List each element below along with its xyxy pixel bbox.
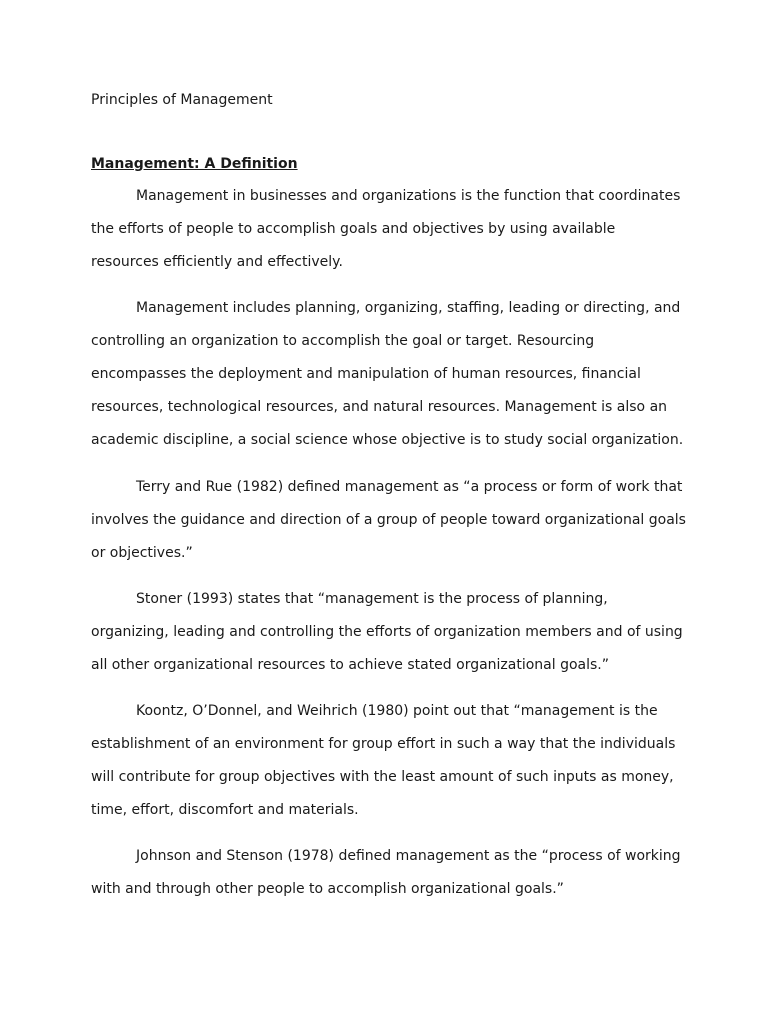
paragraph-line: Management includes planning, organizing, staffing, leading or directing, and: [136, 300, 681, 316]
paragraph-line: all other organizational resources to achieve stated organizational goals.”: [91, 657, 610, 673]
paragraph-johnson-stenson: [91, 840, 691, 906]
paragraph-line: resources efficiently and effectively.: [91, 254, 343, 270]
paragraph-line: academic discipline, a social science whose objective is to study social organization.: [91, 432, 684, 448]
paragraph-line: with and through other people to accomplish organizational goals.”: [91, 881, 564, 897]
paragraph-definition: [91, 180, 691, 279]
paragraph-functions: [91, 292, 691, 457]
paragraph-line: controlling an organization to accomplish the goal or target. Resourcing: [91, 333, 595, 349]
paragraph-line: Management in businesses and organizations is the function that coordinates: [136, 188, 681, 204]
paragraph-koontz: [91, 695, 691, 827]
paragraph-line: the efforts of people to accomplish goals and objectives by using available: [91, 221, 616, 237]
paragraph-line: resources, technological resources, and natural resources. Management is also an: [91, 399, 668, 415]
paragraph-stoner: [91, 583, 691, 682]
paragraph-line: Stoner (1993) states that “management is the process of planning,: [136, 591, 608, 607]
paragraph-line: time, effort, discomfort and materials.: [91, 802, 359, 818]
paragraph-line: Terry and Rue (1982) defined management as “a process or form of work that: [136, 479, 683, 495]
paragraph-line: or objectives.”: [91, 545, 193, 561]
paragraph-line: will contribute for group objectives with the least amount of such inputs as money,: [91, 769, 674, 785]
paragraph-line: Johnson and Stenson (1978) defined management as the “process of working: [136, 848, 681, 864]
section-heading: Management: A Definition: [91, 156, 298, 172]
paragraph-line: involves the guidance and direction of a group of people toward organizational goals: [91, 512, 686, 528]
paragraph-line: encompasses the deployment and manipulation of human resources, financial: [91, 366, 641, 382]
document-title: Principles of Management: [91, 92, 273, 108]
paragraph-line: Koontz, O’Donnel, and Weihrich (1980) point out that “management is the: [136, 703, 658, 719]
paragraph-line: organizing, leading and controlling the efforts of organization members and of using: [91, 624, 683, 640]
paragraph-terry-rue: [91, 471, 691, 570]
paragraph-line: establishment of an environment for group effort in such a way that the individuals: [91, 736, 676, 752]
